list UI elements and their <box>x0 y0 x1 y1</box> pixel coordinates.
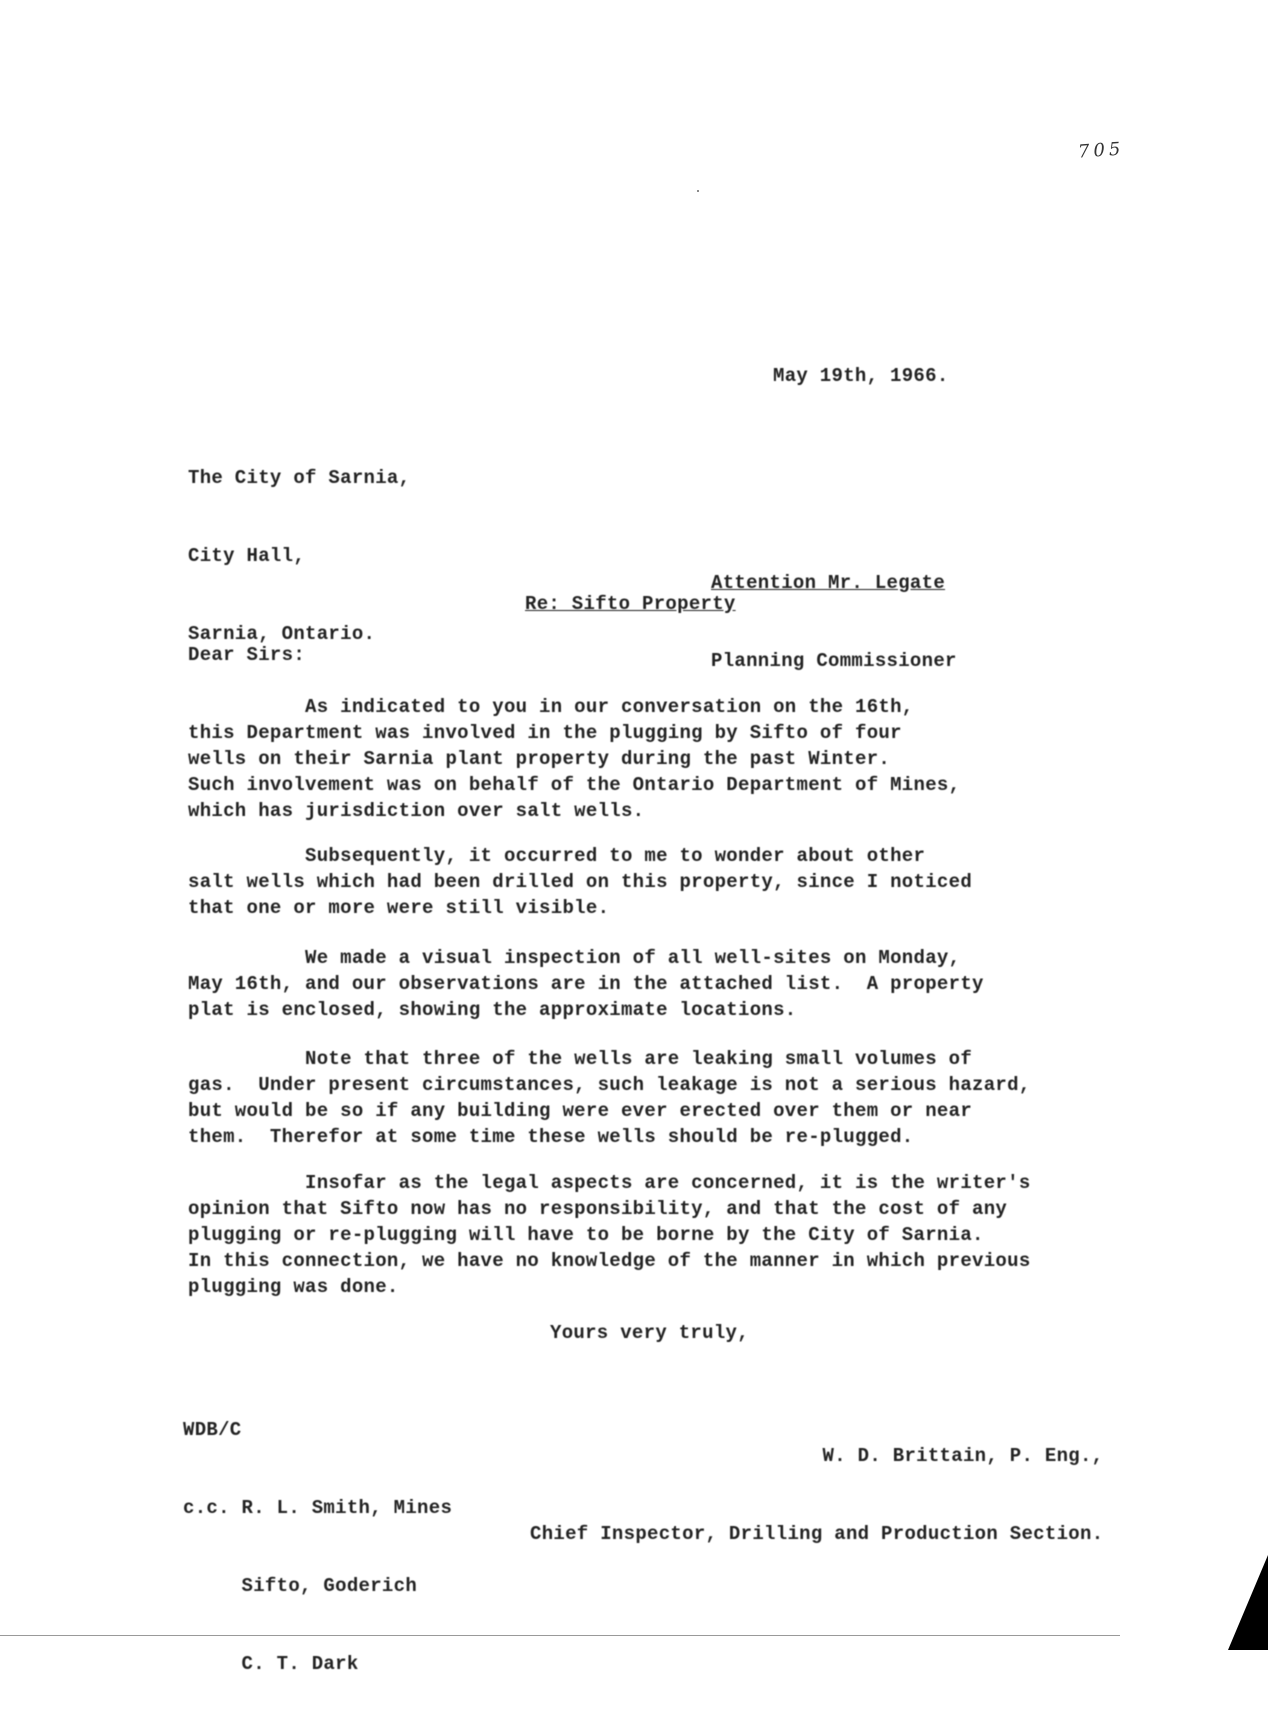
scan-edge-line <box>0 1635 1120 1636</box>
signer-name: W. D. Brittain, P. Eng., <box>822 1445 1104 1467</box>
salutation: Dear Sirs: <box>188 644 306 666</box>
attention-title: Planning Commissioner <box>711 650 957 672</box>
cc-line: c.c. R. L. Smith, Mines <box>183 1497 453 1519</box>
paragraph-line: May 16th, and our observations are in the attached list. A property <box>188 973 984 995</box>
paragraph-line: We made a visual inspection of all well-sites on Monday, <box>188 947 961 969</box>
paragraph-line: gas. Under present circumstances, such leakage is not a serious hazard, <box>188 1074 1031 1096</box>
signature-block <box>530 1391 1103 1599</box>
cc-list <box>183 1443 452 1729</box>
body-paragraph <box>188 843 1088 921</box>
paragraph-line: this Department was involved in the plugging by Sifto of four <box>188 722 902 744</box>
recipient-line: City Hall, <box>188 545 306 567</box>
paragraph-line: that one or more were still visible. <box>188 897 610 919</box>
paragraph-line: which has jurisdiction over salt wells. <box>188 800 645 822</box>
scan-speck <box>697 190 699 192</box>
attention-line: Attention Mr. Legate <box>711 572 946 594</box>
handwritten-page-number: 705 <box>1077 138 1126 163</box>
paragraph-line: Insofar as the legal aspects are concerned, it is the writer's <box>188 1172 1031 1194</box>
closing: Yours very truly, <box>550 1322 749 1344</box>
recipient-line: Sarnia, Ontario. <box>188 623 376 645</box>
subject-line: Re: Sifto Property <box>525 593 736 615</box>
body-paragraph <box>188 1170 1088 1300</box>
paragraph-line: In this connection, we have no knowledge of the manner in which previous <box>188 1250 1031 1272</box>
body-paragraph <box>188 945 1088 1023</box>
letter-date: May 19th, 1966. <box>773 365 949 387</box>
body-paragraph <box>188 1046 1088 1150</box>
recipient-line: The City of Sarnia, <box>188 467 411 489</box>
signer-title: Chief Inspector, Drilling and Production Section. <box>530 1523 1104 1545</box>
paragraph-line: Such involvement was on behalf of the Ontario Department of Mines, <box>188 774 961 796</box>
paragraph-line: plat is enclosed, showing the approximate locations. <box>188 999 797 1021</box>
body-paragraph <box>188 694 1088 824</box>
cc-line: C. T. Dark <box>183 1653 359 1675</box>
paragraph-line: plugging was done. <box>188 1276 399 1298</box>
paragraph-line: but would be so if any building were ever erected over them or near <box>188 1100 973 1122</box>
paragraph-line: wells on their Sarnia plant property during the past Winter. <box>188 748 891 770</box>
paragraph-line: them. Therefor at some time these wells should be re-plugged. <box>188 1126 914 1148</box>
paragraph-line: salt wells which had been drilled on this property, since I noticed <box>188 871 973 893</box>
scan-corner-shadow <box>1228 1555 1268 1650</box>
cc-line: Sifto, Goderich <box>183 1575 418 1597</box>
paragraph-line: opinion that Sifto now has no responsibility, and that the cost of any <box>188 1198 1008 1220</box>
paragraph-line: As indicated to you in our conversation on the 16th, <box>188 696 914 718</box>
paragraph-line: Note that three of the wells are leaking small volumes of <box>188 1048 973 1070</box>
typist-initials: WDB/C <box>183 1419 242 1441</box>
paragraph-line: plugging or re-plugging will have to be borne by the City of Sarnia. <box>188 1224 984 1246</box>
paragraph-line: Subsequently, it occurred to me to wonder about other <box>188 845 926 867</box>
